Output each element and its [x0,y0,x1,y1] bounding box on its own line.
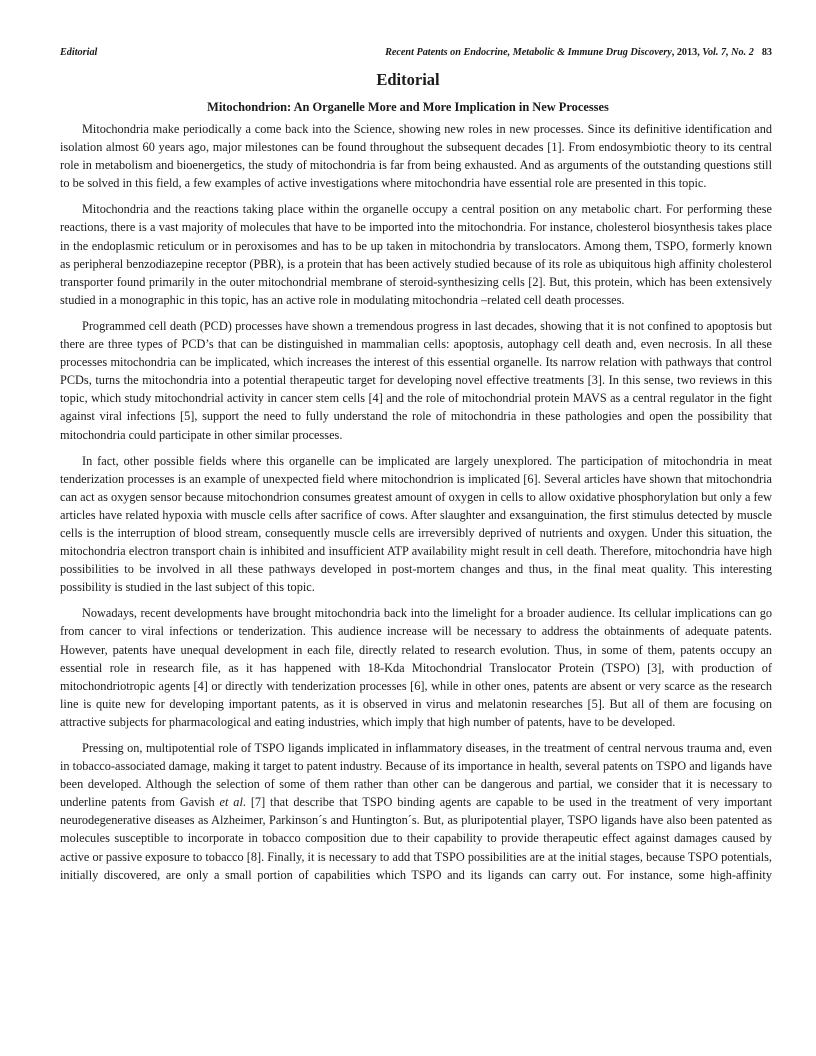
journal-year: , 2013, [671,47,703,58]
page-number: 83 [761,47,772,58]
paragraph: Mitochondria and the reactions taking place within the organelle occupy a central position on any metabolic chart. For performing these reactions, there is a vast majority of molecules that have to be imported into the mitochondria. For instance, cholesterol biosynthesis takes place in the endoplasmic reticulum or in peroxisomes and has to be up taken in mitochondria by translocators. Among them, TSPO, formerly known as peripheral benzodiazepine receptor (PBR), is a protein that has been actively studied because of its role as ubiquitous high affinity cholesterol transporter found primarily in the outer mitochondrial membrane of steroid-synthesizing cells [2]. But, this protein, which has been extensively studied in a monographic in this topic, has an active role in modulating mitochondria –related cell death processes. [60,202,772,307]
journal-name: Recent Patents on Endocrine, Metabolic & Immune Drug Discovery [385,47,672,58]
article-subtitle: Mitochondrion: An Organelle More and More Implication in New Processes [207,100,609,114]
italic-et-al: et al [219,795,243,810]
paragraph [60,739,772,884]
section-label: Editorial [60,47,98,58]
paragraph: Programmed cell death (PCD) processes have shown a tremendous progress in last decades, showing that it is not confined to apoptosis but there are three types of PCD’s that can be distinguished in mammalian cells: apoptosis, autophagy cell death and, even necrosis. In all these processes mitochondria can be implicated, which increases the interest of this essential organelle. Its narrow relation with pathways that control PCDs, turns the mitochondria into a potential therapeutic target for developing novel effective treatments [3]. In this sense, two reviews in this topic, which study mitochondrial activity in cancer stem cells [4] and the role of mitochondrial protein MAVS as a central regulator in the fight against viral infections [5], support the need to fully understand the role of mitochondria in these pathologies and open the possibility that mitochondria could participate in other similar processes. [60,318,772,442]
paragraph: Mitochondria make periodically a come back into the Science, showing new roles in new processes. Since its definitive identification and isolation almost 60 years ago, major milestones can be found throughout the subsequent decades [1]. From endosymbiotic theory to its central role in metabolism and bioenergetics, the study of mitochondria is far from being exhausted. And as arguments of the outstanding questions still to be solved in this field, a few examples of active investigations where mitochondria have essential role are presented in this topic. [60,122,772,191]
paragraph-text: Pressing on, multipotential role of TSPO ligands implicated in inflammatory diseases, in the treatment of central nervous trauma and, even in tobacco-associated damage, making it target to patent industry. Because of its importance in health, several patents on TSPO and ligands have been developed. Although the selection of some of them rather than other can be dangerous and partial, we consider that it is necessary to underline patents from Gavish [60,741,772,810]
page-title: Editorial [376,70,440,89]
journal-volume-issue: Vol. 7, No. 2 [702,47,754,58]
paragraph: In fact, other possible fields where this organelle can be implicated are largely unexplored. The participation of mitochondria in meat tenderization processes is an example of unexpected field where mitochondrion is implicated [6]. Several articles have shown that mitochondria can act as oxygen sensor because mitochondrion consumes greatest amount of oxygen in cells to allow oxidative phosphorylation but only a few articles have related hypoxia with muscle cells after sacrifice of cows. After slaughter and exsanguination, the first stimulus detected by muscle cells is the interruption of blood stream, consequently muscle cells are irreversibly deprived of nutrients and oxygen. Under this situation, the mitochondria electron transport chain is inhibited and insufficient ATP availability might result in cell death. Therefore, mitochondria have high possibilities to be involved in all these pathways developed in post-mortem changes and thus, in the final meat quality. This interesting possibility is studied in the last subject of this topic. [60,453,772,595]
paragraph-text: . [7] that describe that TSPO binding agents are capable to be used in the treatment of very important neurodegenerative diseases as Alzheimer, Parkinson´s and Huntington´s. But, as pluripotential player, TSPO ligands have also been patented as molecules susceptible to incorporate in tobacco composition due to their capability to provide therapeutic effect against damages caused by active or passive exposure to tobacco [8]. Finally, it is necessary to add that TSPO possibilities are at the initial stages, because TSPO potentials, initially discovered, are only a small portion of capabilities which TSPO and its ligands can carry out. For instance, some high-affinity [60,795,773,882]
article-body [60,120,772,892]
running-header [60,47,772,58]
paragraph: Nowadays, recent developments have brought mitochondria back into the limelight for a broader audience. Its cellular implications can go from cancer to viral infections or tenderization. This audience increase will be necessary to address the obtainments of adequate patents. However, patents have unequal development in each file, directly related to research evolution. Thus, in some of them, patents occupy an essential role in research file, as it has happened with 18-Kda Mitochondrial Translocator Protein (TSPO) [3], with production of mitochondriotropic agents [4] or directly with tenderization processes [6], while in other ones, patents are absent or very scarce as the research line is quite new for developing important patents, as it is observed in virus and melatonin researches [5]. But all of them are focusing on attractive subjects for pharmacological and eating industries, which imply that high number of patents, have to be developed. [60,606,772,729]
journal-citation [385,47,772,58]
